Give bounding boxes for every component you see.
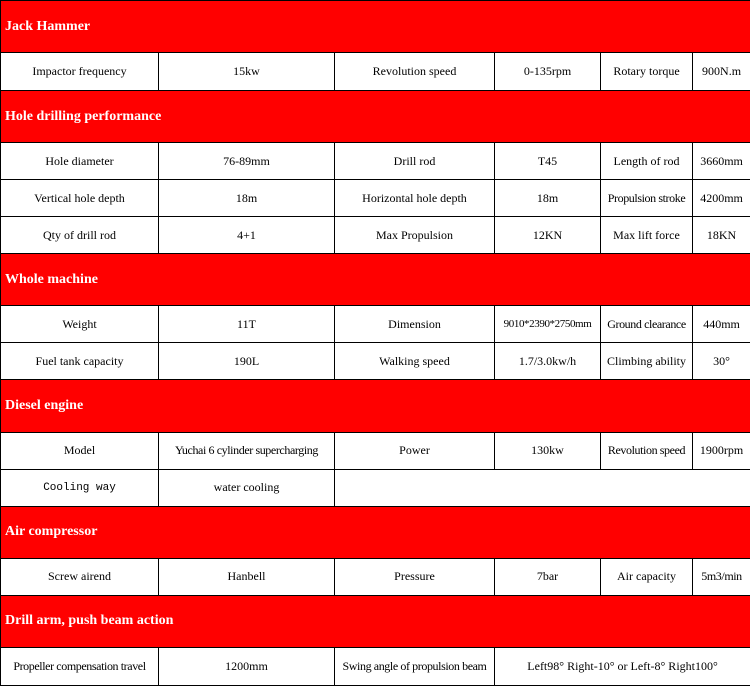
spec-label: Propeller compensation travel bbox=[1, 647, 159, 685]
spec-value: 190L bbox=[159, 343, 335, 380]
spec-label: Length of rod bbox=[601, 143, 693, 180]
spec-label: Vertical hole depth bbox=[1, 180, 159, 217]
table-row bbox=[1, 306, 750, 343]
table-row bbox=[1, 180, 750, 217]
spec-value: Hanbell bbox=[159, 558, 335, 595]
spec-label: Weight bbox=[1, 306, 159, 343]
section-title: Jack Hammer bbox=[1, 1, 750, 53]
spec-value: 18m bbox=[495, 180, 601, 217]
empty-cell bbox=[335, 469, 750, 506]
spec-label: Hole diameter bbox=[1, 143, 159, 180]
spec-value: 1200mm bbox=[159, 647, 335, 685]
spec-label: Walking speed bbox=[335, 343, 495, 380]
spec-label: Revolution speed bbox=[335, 53, 495, 91]
section-title: Diesel engine bbox=[1, 380, 750, 432]
table-row bbox=[1, 343, 750, 380]
spec-value: 30° bbox=[693, 343, 750, 380]
spec-label: Power bbox=[335, 432, 495, 469]
section-title: Drill arm, push beam action bbox=[1, 595, 750, 647]
section-header-jack-hammer bbox=[1, 1, 750, 53]
spec-value: 440mm bbox=[693, 306, 750, 343]
section-title: Air compressor bbox=[1, 506, 750, 558]
spec-value: Yuchai 6 cylinder supercharging bbox=[159, 432, 335, 469]
spec-value: 5m3/min bbox=[693, 558, 750, 595]
spec-value: water cooling bbox=[159, 469, 335, 506]
spec-value: 18m bbox=[159, 180, 335, 217]
section-header-diesel-engine bbox=[1, 380, 750, 432]
spec-label: Max lift force bbox=[601, 217, 693, 254]
spec-label: Model bbox=[1, 432, 159, 469]
table-row bbox=[1, 143, 750, 180]
table-row bbox=[1, 647, 750, 685]
spec-value: 900N.m bbox=[693, 53, 750, 91]
spec-value: 0-135rpm bbox=[495, 53, 601, 91]
spec-value: 7bar bbox=[495, 558, 601, 595]
table-row bbox=[1, 432, 750, 469]
spec-value: 9010*2390*2750mm bbox=[495, 306, 601, 343]
spec-value: 4200mm bbox=[693, 180, 750, 217]
section-header-drill-arm bbox=[1, 595, 750, 647]
table-row bbox=[1, 558, 750, 595]
spec-label: Revolution speed bbox=[601, 432, 693, 469]
section-header-whole-machine bbox=[1, 254, 750, 306]
table-row bbox=[1, 217, 750, 254]
section-header-air-compressor bbox=[1, 506, 750, 558]
spec-value: T45 bbox=[495, 143, 601, 180]
table-row bbox=[1, 53, 750, 91]
spec-value: 3660mm bbox=[693, 143, 750, 180]
spec-label: Air capacity bbox=[601, 558, 693, 595]
spec-label: Rotary torque bbox=[601, 53, 693, 91]
spec-label: Impactor frequency bbox=[1, 53, 159, 91]
section-title: Whole machine bbox=[1, 254, 750, 306]
spec-label: Qty of drill rod bbox=[1, 217, 159, 254]
spec-label: Fuel tank capacity bbox=[1, 343, 159, 380]
spec-value: 11T bbox=[159, 306, 335, 343]
spec-label: Swing angle of propulsion beam bbox=[335, 647, 495, 685]
spec-label: Drill rod bbox=[335, 143, 495, 180]
section-header-hole-drilling bbox=[1, 91, 750, 143]
spec-label: Pressure bbox=[335, 558, 495, 595]
spec-value: 130kw bbox=[495, 432, 601, 469]
spec-value: 15kw bbox=[159, 53, 335, 91]
spec-label: Horizontal hole depth bbox=[335, 180, 495, 217]
spec-label: Max Propulsion bbox=[335, 217, 495, 254]
spec-label: Climbing ability bbox=[601, 343, 693, 380]
spec-value: 18KN bbox=[693, 217, 750, 254]
spec-value: 76-89mm bbox=[159, 143, 335, 180]
spec-label: Ground clearance bbox=[601, 306, 693, 343]
spec-value: Left98° Right-10° or Left-8° Right100° bbox=[495, 647, 750, 685]
spec-label: Propulsion stroke bbox=[601, 180, 693, 217]
spec-label: Dimension bbox=[335, 306, 495, 343]
spec-label: Cooling way bbox=[1, 469, 159, 506]
spec-value: 12KN bbox=[495, 217, 601, 254]
section-title: Hole drilling performance bbox=[1, 91, 750, 143]
spec-label: Screw airend bbox=[1, 558, 159, 595]
spec-value: 4+1 bbox=[159, 217, 335, 254]
spec-value: 1900rpm bbox=[693, 432, 750, 469]
table-row bbox=[1, 469, 750, 506]
spec-value: 1.7/3.0kw/h bbox=[495, 343, 601, 380]
